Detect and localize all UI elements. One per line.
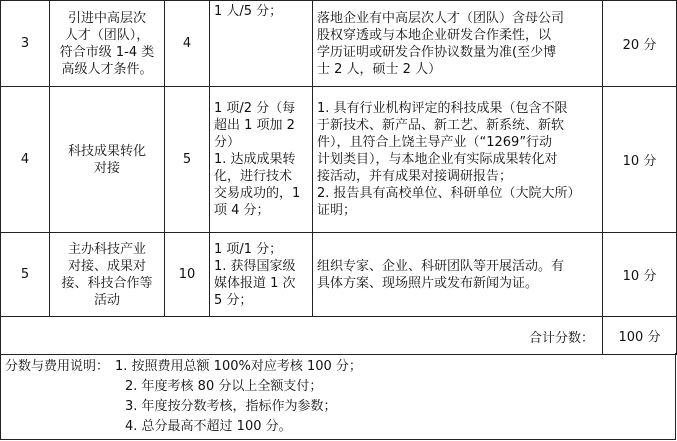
criteria-line: 1. 具有行业机构评定的科技成果（包含不限 [317,101,568,116]
weight-cell: 5 [165,87,210,233]
criteria-line: 股权穿透或与本地企业研发合作柔性，以 [317,27,552,43]
criteria-line: 接活动，并有成果对接调研报告； [317,169,513,184]
note-item: 3. 年度按分数考核，指标作为参数； [125,399,337,414]
weight-cell: 10 [165,233,210,317]
scoring-cell [210,1,313,87]
scoring-line: 1. 达成成果转 [214,152,296,167]
scoring-line: 1 项/1 分； [214,241,283,257]
total-label: 合计分数： [528,331,594,346]
item-line: 对接 [93,160,120,176]
scoring-line: 1 人/5 分； [214,4,283,19]
total-value: 100 分 [603,317,677,355]
scoring-line: 超出 1 项加 2 [214,118,295,133]
note-item: 4. 总分最高不超过 100 分。 [125,419,292,434]
item-line: 符合市级 1-4 类 [59,44,155,60]
scoring-line: 化，进行技术 [214,169,293,184]
item-line: 主办科技产业 [67,241,146,257]
scoring-line: 项 4 分； [214,203,270,218]
scoring-line: 5 分； [214,292,253,308]
table-row [1,87,677,233]
scoring-line: 交易成功的，1 [214,186,301,201]
criteria-cell [313,233,603,317]
weight-cell: 4 [165,1,210,87]
criteria-line: 学历证明或研发合作协议数量为准(至少博 [317,44,557,60]
item-line: 人才（团队）， [64,27,150,43]
scoring-line: 1. 获得国家级 [214,258,296,274]
table-row [1,233,677,317]
score-cell: 20 分 [603,1,677,87]
criteria-line: 落地企业有中高层次人才（团队）含母公司 [317,10,565,26]
row-index: 4 [1,87,50,233]
criteria-line: 具体方案、现场照片或发布新闻为证。 [317,275,539,291]
scoring-line: 分） [214,135,241,150]
item-line: 接、科技合作等 [61,275,153,291]
score-cell: 10 分 [603,233,677,317]
criteria-cell [313,1,603,87]
score-cell: 10 分 [603,87,677,233]
item-cell [50,87,165,233]
note-item: 2. 年度考核 80 分以上全额支付； [125,379,323,394]
item-cell [50,233,165,317]
item-line: 高级人才条件。 [61,61,153,77]
item-line: 活动 [93,292,120,308]
note-item: 1. 按照费用总额 100%对应考核 100 分； [115,359,362,374]
criteria-line: 于新技术、新产品、新工艺、新系统、新软 [317,118,565,133]
total-row [1,317,677,355]
row-index: 5 [1,233,50,317]
criteria-line: 证明； [317,203,357,218]
criteria-cell [313,87,603,233]
total-label-cell [1,317,603,355]
notes-heading: 分数与费用说明： [5,359,110,374]
scoring-line: 媒体报道 1 次 [214,275,296,291]
item-line: 引进中高层次 [67,10,146,26]
scoring-cell [210,233,313,317]
criteria-line: 士 2 人，硕士 2 人） [317,61,442,77]
item-line: 对接、成果对 [67,258,146,274]
scoring-cell [210,87,313,233]
criteria-line: 组织专家、企业、科研团队等开展活动。有 [317,258,565,274]
criteria-line: 计划类目），与本地企业有实际成果转化对 [317,152,558,167]
table-row [1,1,677,87]
item-cell [50,1,165,87]
scoring-line: 1 项/2 分（每 [214,101,296,116]
criteria-line: 件），且符合上饶主导产业（“1269”行动 [317,135,553,150]
item-line: 科技成果转化 [67,143,146,159]
row-index: 3 [1,1,50,87]
criteria-line: 2. 报告具有高校单位、科研单位（大院大所） [317,186,581,201]
notes-section [0,353,676,440]
